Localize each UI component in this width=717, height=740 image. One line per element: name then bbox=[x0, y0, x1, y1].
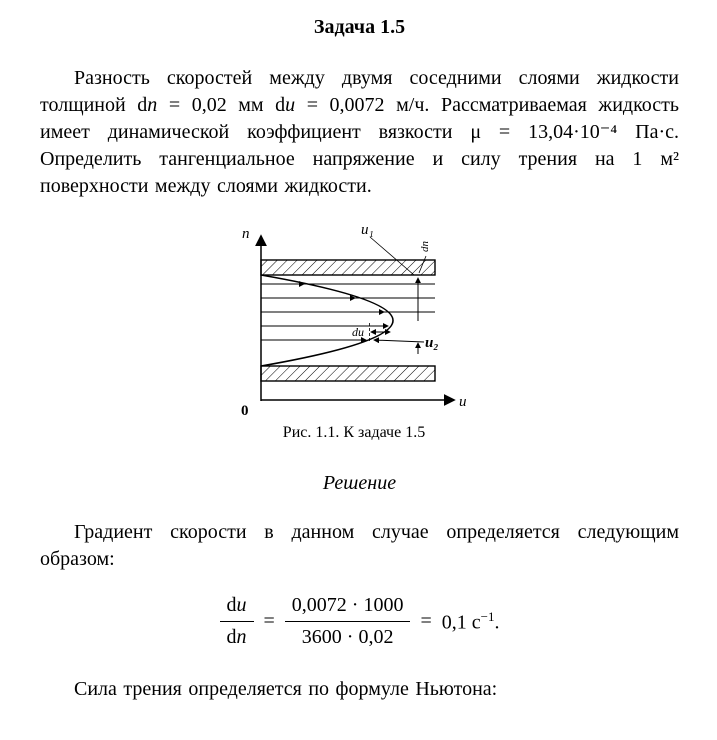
lhs-num-var: u bbox=[236, 594, 247, 616]
problem-paragraph bbox=[40, 65, 679, 200]
rhs-denominator: 3600 · 0,02 bbox=[301, 626, 394, 648]
variable-n: n bbox=[147, 94, 158, 116]
du-label: du bbox=[352, 325, 364, 339]
lhs-numerator bbox=[220, 593, 254, 622]
problem-text-2: = 0,02 мм d bbox=[157, 94, 286, 116]
rhs-fraction bbox=[285, 593, 411, 650]
u2-label: u₂ bbox=[425, 335, 439, 351]
formula-result bbox=[442, 609, 500, 635]
lhs-fraction bbox=[220, 593, 254, 650]
dn-label: dn bbox=[419, 241, 431, 252]
gradient-paragraph: Градиент скорости в данном случае определяется следующим образом: bbox=[40, 521, 679, 570]
gradient-formula bbox=[40, 593, 679, 650]
bottom-wall bbox=[261, 366, 435, 381]
figure bbox=[228, 220, 480, 442]
lhs-den-var: n bbox=[236, 626, 247, 648]
result-value: 0,1 с bbox=[441, 611, 481, 634]
newton-paragraph: Сила трения определяется по формуле Ньютона: bbox=[74, 678, 498, 700]
figure-caption: Рис. 1.1. К задаче 1.5 bbox=[282, 424, 426, 441]
equals-sign: = bbox=[263, 610, 275, 632]
lhs-denominator bbox=[220, 622, 254, 650]
problem-text-1: Разность скоростей между двумя соседними слоями жидкости толщиной d bbox=[40, 67, 679, 116]
n-axis-label: n bbox=[242, 226, 250, 242]
top-wall bbox=[261, 260, 435, 275]
problem-text-3: = 0,0072 м/ч. Рассматриваемая жидкость имеет динамической коэффициент вязкости μ = 13,04·10⁻⁴ Па·с. Определить тангенциальное напряжение и силу трения на 1 м² поверхности между слоями жидкости. bbox=[40, 94, 680, 197]
u2-leader-arrow bbox=[374, 340, 424, 342]
lhs-num-d: d bbox=[226, 594, 237, 616]
result-period: . bbox=[494, 611, 500, 634]
rhs-numerator: 0,0072 · 1000 bbox=[285, 593, 411, 622]
variable-u: u bbox=[285, 94, 296, 116]
velocity-profile-curve bbox=[261, 275, 393, 366]
velocity-profile-diagram bbox=[228, 220, 480, 420]
lhs-den-d: d bbox=[226, 626, 237, 648]
u-axis-label: u bbox=[459, 394, 467, 410]
solution-heading: Решение bbox=[322, 472, 397, 494]
u1-label: u₁ bbox=[361, 222, 374, 238]
origin-label: 0 bbox=[241, 403, 249, 419]
result-exponent: −1 bbox=[480, 608, 495, 624]
page-title: Задача 1.5 bbox=[313, 16, 406, 38]
equals-sign: = bbox=[420, 610, 432, 632]
